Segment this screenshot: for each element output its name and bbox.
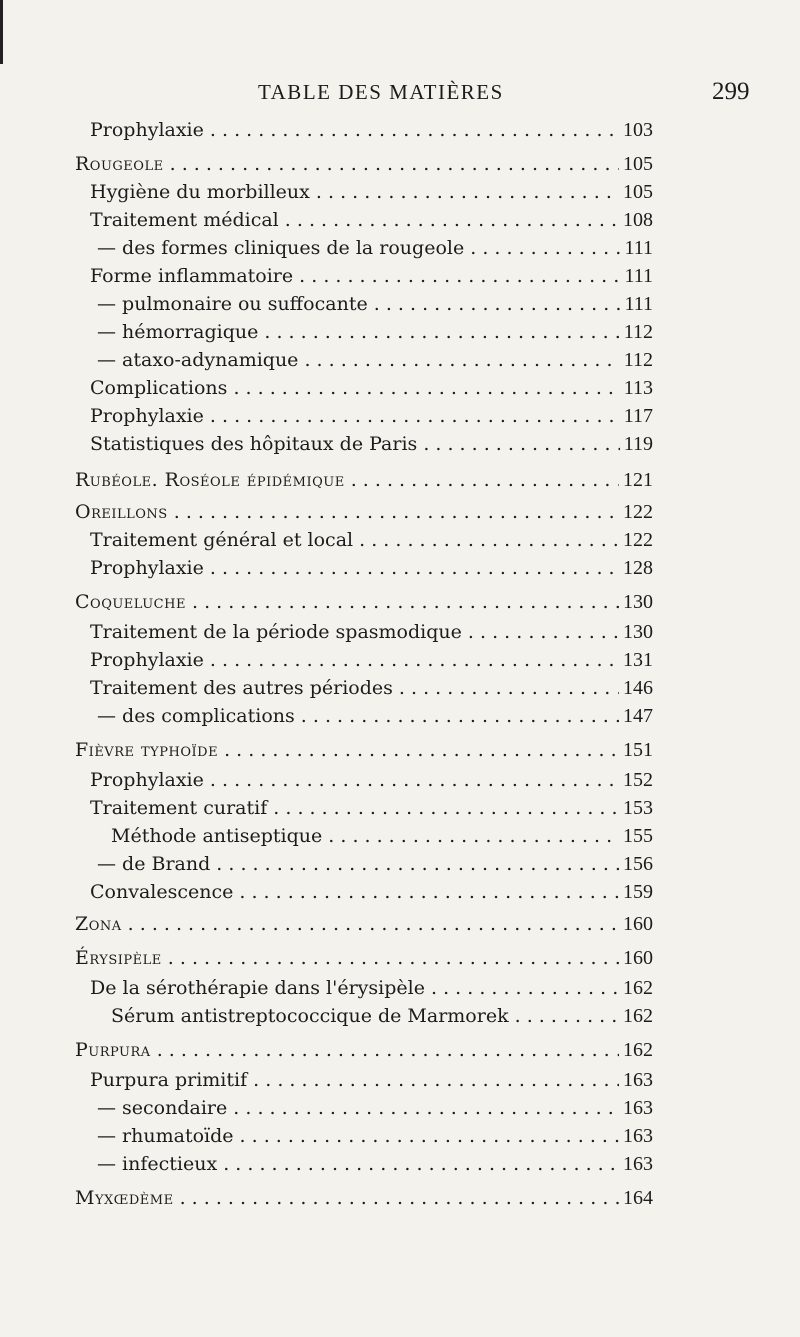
toc-entry <box>0 1122 800 1150</box>
toc-entry <box>0 116 800 144</box>
header-title: TABLE DES MATIÈRES <box>258 80 504 104</box>
toc-entry-label: — rhumatoïde . . . <box>97 1122 650 1150</box>
toc-entry-page: 128 <box>619 554 653 582</box>
toc-entry-label: — des formes cliniques de la rougeole . . . <box>97 234 650 262</box>
toc-entry-page: 162 <box>619 1036 653 1064</box>
toc-entry-label: Sérum antistreptococcique de Marmorek . . . <box>111 1002 650 1030</box>
toc-entry-label: Purpura . . . <box>75 1036 650 1064</box>
toc-entry <box>0 588 800 616</box>
toc-entry <box>0 430 800 458</box>
toc-entry <box>0 766 800 794</box>
toc-entry <box>0 702 800 730</box>
toc-entry-page: 131 <box>619 646 653 674</box>
toc-entry-page: 160 <box>619 944 653 972</box>
toc-entry <box>0 822 800 850</box>
toc-entry-page: 152 <box>619 766 653 794</box>
toc-entry-label: Prophylaxie . . . <box>90 402 650 430</box>
toc-entry <box>0 318 800 346</box>
toc-entry-label: Traitement des autres périodes . . . <box>90 674 650 702</box>
toc-entry <box>0 1184 800 1212</box>
toc-entry <box>0 1066 800 1094</box>
toc-entry <box>0 878 800 906</box>
toc-entry <box>0 910 800 938</box>
toc-entry-label: Traitement médical . . . <box>90 206 650 234</box>
toc-entry-page: 105 <box>619 178 653 206</box>
toc-entry-label: Prophylaxie . . . <box>90 766 650 794</box>
toc-entry-page: 156 <box>619 850 653 878</box>
toc-entry-page: 163 <box>619 1122 653 1150</box>
toc-entry-label: Zona . . . <box>75 910 650 938</box>
toc-entry-page: 162 <box>619 974 653 1002</box>
toc-entry-label: Prophylaxie . . . <box>90 116 650 144</box>
toc-entry-label: Complications . . . <box>90 374 650 402</box>
toc-entry-page: 121 <box>619 466 653 494</box>
toc-entry <box>0 402 800 430</box>
toc-entry <box>0 526 800 554</box>
toc-entry-page: 163 <box>619 1094 653 1122</box>
toc-entry-label: Méthode antiseptique . . . <box>111 822 650 850</box>
toc-entry-label: — pulmonaire ou suffocante . . . <box>97 290 650 318</box>
toc-entry-page: 147 <box>619 702 653 730</box>
toc-entry-label: Traitement de la période spasmodique . . . <box>90 618 650 646</box>
toc-entry-page: 163 <box>619 1066 653 1094</box>
toc-entry-page: 103 <box>619 116 653 144</box>
toc-entry-page: 164 <box>619 1184 653 1212</box>
toc-entry-page: 111 <box>620 290 653 318</box>
toc-entry-label: Oreillons . . . <box>75 498 650 526</box>
toc-entry <box>0 262 800 290</box>
page-edge-mark <box>0 0 3 64</box>
toc-entry-page: 160 <box>619 910 653 938</box>
toc-entry-page: 111 <box>620 234 653 262</box>
toc-entry-label: Forme inflammatoire . . . <box>90 262 650 290</box>
toc-entry <box>0 618 800 646</box>
toc-entry-label: Traitement général et local . . . <box>90 526 650 554</box>
toc-entry <box>0 1150 800 1178</box>
toc-entry-page: 122 <box>619 498 653 526</box>
toc-entry-label: — infectieux . . . <box>97 1150 650 1178</box>
toc-entry <box>0 1002 800 1030</box>
toc-entry-label: Prophylaxie . . . <box>90 554 650 582</box>
toc-entry-label: Traitement curatif . . . <box>90 794 650 822</box>
toc-entry-page: 163 <box>619 1150 653 1178</box>
toc-entry-page: 112 <box>620 318 653 346</box>
toc-entry-page: 162 <box>619 1002 653 1030</box>
toc-entry-page: 112 <box>620 346 653 374</box>
toc-entry <box>0 234 800 262</box>
toc-entry-label: — ataxo-adynamique . . . <box>97 346 650 374</box>
toc-entry-label: Érysipèle . . . <box>75 944 650 972</box>
toc-entry <box>0 150 800 178</box>
toc-entry <box>0 346 800 374</box>
toc-entry <box>0 674 800 702</box>
toc-entry-page: 113 <box>620 374 653 402</box>
toc-entry <box>0 498 800 526</box>
toc-entry-label: Statistiques des hôpitaux de Paris . . . <box>90 430 650 458</box>
toc-entry <box>0 554 800 582</box>
toc-entry-page: 105 <box>619 150 653 178</box>
toc-entry <box>0 206 800 234</box>
toc-entry <box>0 1036 800 1064</box>
toc-entry-label: — de Brand . . . <box>97 850 650 878</box>
toc-entry <box>0 178 800 206</box>
toc-entry-label: — hémorragique . . . <box>97 318 650 346</box>
toc-entry <box>0 736 800 764</box>
toc-entry-page: 122 <box>619 526 653 554</box>
toc-entry-page: 155 <box>619 822 653 850</box>
toc-entry-page: 130 <box>619 588 653 616</box>
toc-entry <box>0 646 800 674</box>
toc-entry-page: 153 <box>619 794 653 822</box>
toc-entry <box>0 374 800 402</box>
toc-entry-label: Prophylaxie . . . <box>90 646 650 674</box>
header-page-number: 299 <box>712 78 750 105</box>
toc-entry <box>0 850 800 878</box>
toc-entry-page: 111 <box>620 262 653 290</box>
toc-entry-page: 130 <box>619 618 653 646</box>
toc-entry-label: — secondaire . . . <box>97 1094 650 1122</box>
toc-entry <box>0 1094 800 1122</box>
running-header <box>0 80 800 110</box>
toc-entry <box>0 944 800 972</box>
toc-entry-label: Myxœdème . . . <box>75 1184 650 1212</box>
toc-entry <box>0 290 800 318</box>
toc-entry-label: Coqueluche . . . <box>75 588 650 616</box>
toc-entry-page: 151 <box>619 736 653 764</box>
toc-entry-label: — des complications . . . <box>97 702 650 730</box>
toc-entry <box>0 466 800 494</box>
toc-entry-label: Purpura primitif . . . <box>90 1066 650 1094</box>
toc-entry-page: 117 <box>620 402 653 430</box>
toc-entry-page: 108 <box>619 206 653 234</box>
toc-entry-label: De la sérothérapie dans l'érysipèle . . . <box>90 974 650 1002</box>
toc-entry-page: 119 <box>620 430 653 458</box>
toc-entry-label: Rougeole . . . <box>75 150 650 178</box>
toc-entry-page: 159 <box>619 878 653 906</box>
toc-entry-label: Rubéole. Roséole épidémique . . . <box>75 466 650 494</box>
toc-entry <box>0 974 800 1002</box>
toc-entry-label: Convalescence . . . <box>90 878 650 906</box>
toc-entry-label: Hygiène du morbilleux . . . <box>90 178 650 206</box>
toc-entry <box>0 794 800 822</box>
toc-entry-page: 146 <box>619 674 653 702</box>
toc-entry-label: Fièvre typhoïde . . . <box>75 736 650 764</box>
